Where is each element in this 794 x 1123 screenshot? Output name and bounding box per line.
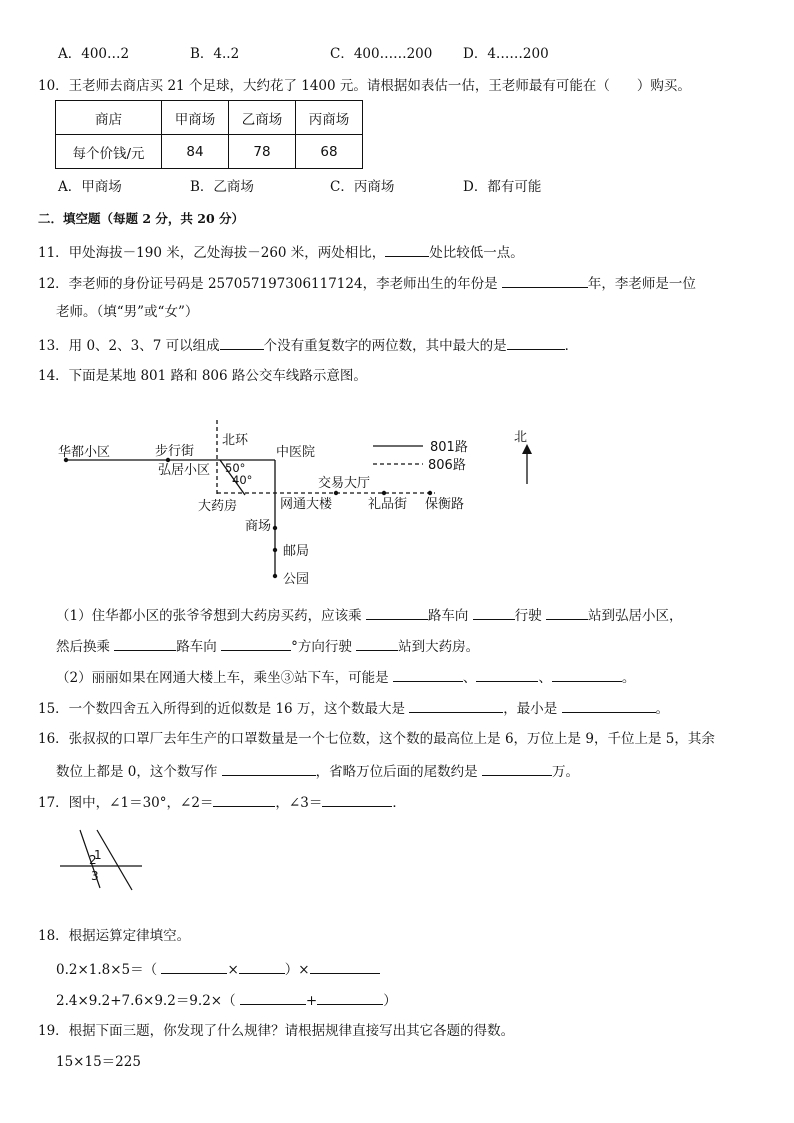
table-cell: 丙商场: [296, 101, 363, 135]
answer-blank: [239, 959, 285, 974]
question-15: [38, 698, 669, 718]
legend-label: 806路: [428, 458, 466, 473]
stop-label: 商场: [245, 519, 272, 534]
stop-label: 北环: [222, 433, 249, 448]
table-cell: 商店: [56, 101, 162, 135]
question-14-part2: [56, 667, 635, 687]
answer-blank: [317, 990, 383, 1005]
text: ，省略万位后面的尾数约是: [315, 764, 482, 780]
answer-blank: [222, 761, 316, 776]
question-12-cont: 老师。（填“男”或“女”）: [56, 304, 199, 320]
text: 站到弘居小区，: [587, 608, 683, 624]
stop-label: 网通大楼: [280, 497, 333, 512]
option-b: B．乙商场: [190, 179, 254, 195]
stop-label: 大药房: [198, 499, 238, 514]
text: 、: [538, 670, 552, 686]
stop-dot: [382, 491, 386, 495]
text: 数位上都是 0，这个数写作: [56, 764, 222, 780]
text: 路车向: [427, 608, 473, 624]
question-14: 14．下面是某地 801 路和 806 路公交车线路示意图。: [38, 368, 367, 384]
question-16-cont: [56, 761, 579, 781]
text: °方向行驶: [291, 639, 357, 655]
text: 然后换乘: [56, 639, 115, 655]
north-label: 北: [514, 430, 528, 445]
angle-label: 40°: [232, 473, 253, 487]
angle-label: 1: [94, 848, 102, 862]
text: 13．用 0、2、3、7 可以组成: [38, 338, 220, 354]
text: 17．图中，∠1＝30°，∠2＝: [38, 795, 214, 811]
option-c: C．400……200: [330, 46, 433, 62]
answer-blank: [322, 792, 392, 807]
text: 、: [462, 670, 477, 686]
question-16: 16．张叔叔的口罩厂去年生产的口罩数量是一个七位数，这个数的最高位上是 6，万位上是 9，千位上是 5，其余: [38, 731, 715, 747]
option-c: C．丙商场: [330, 179, 395, 195]
option-b: B．4..2: [190, 46, 240, 62]
stop-label: 公园: [283, 572, 310, 587]
text: 0.2×1.8×5＝（: [56, 962, 162, 978]
stop-dot: [273, 548, 277, 552]
text: +: [305, 993, 318, 1009]
option-d: D．都有可能: [463, 179, 542, 195]
question-19: 19．根据下面三题，你发现了什么规律？请根据规律直接写出其它各题的得数。: [38, 1023, 515, 1039]
table-cell: 甲商场: [162, 101, 229, 135]
stop-label: 礼品街: [368, 497, 408, 512]
text: ，∠3＝: [275, 795, 323, 811]
text: ．: [392, 795, 406, 811]
answer-blank: [240, 990, 306, 1005]
answer-blank: [409, 698, 503, 713]
answer-blank: [552, 667, 622, 682]
answer-blank: [221, 636, 291, 651]
table-cell: 68: [296, 135, 363, 169]
table-cell: 78: [229, 135, 296, 169]
text: ×: [227, 962, 239, 978]
text: 2.4×9.2+7.6×9.2＝9.2×（: [56, 993, 240, 1009]
text: 站到大药房。: [398, 639, 480, 655]
answer-blank: [310, 959, 380, 974]
stop-dot: [428, 491, 432, 495]
text: 12．李老师的身份证号码是 257057197306117124，李老师出生的年份是: [38, 276, 502, 292]
answer-blank: [476, 667, 538, 682]
text: 万。: [551, 764, 579, 780]
answer-blank: [546, 605, 588, 620]
stop-dot: [273, 526, 277, 530]
stop-label: 弘居小区: [158, 463, 211, 478]
text: 。: [655, 701, 670, 717]
text: 11．甲处海拔－190 米，乙处海拔－260 米，两处相比，: [38, 245, 386, 261]
answer-blank: [213, 792, 275, 807]
table-cell: 84: [162, 135, 229, 169]
text: 年，李老师是一位: [587, 276, 696, 292]
answer-blank: [393, 667, 463, 682]
option-a: A．甲商场: [58, 179, 122, 195]
stop-label: 邮局: [283, 544, 310, 559]
question-14-part1-cont: [56, 636, 479, 656]
angle-label: 2: [89, 853, 97, 867]
question-18: 18．根据运算定律填空。: [38, 928, 191, 944]
answer-blank: [356, 636, 398, 651]
text: 15．一个数四舍五入所得到的近似数是 16 万，这个数最大是: [38, 701, 410, 717]
stop-label: 华都小区: [58, 445, 111, 460]
line: [97, 830, 132, 890]
option-d: D．4……200: [463, 46, 549, 62]
table-cell: 乙商场: [229, 101, 296, 135]
angle-label: 50°: [225, 461, 246, 475]
text: ．: [564, 338, 579, 354]
text: 个没有重复数字的两位数，其中最大的是: [263, 338, 507, 354]
legend-label: 801路: [430, 440, 468, 455]
stop-dot: [334, 491, 338, 495]
north-arrowhead-icon: [522, 444, 532, 454]
text: ）×: [284, 962, 310, 978]
text: 路车向: [176, 639, 222, 655]
answer-blank: [562, 698, 656, 713]
angle-figure: [50, 818, 160, 898]
answer-blank: [482, 761, 552, 776]
option-a: A．400…2: [58, 46, 130, 62]
stop-label: 交易大厅: [318, 476, 371, 491]
equation-line: [56, 959, 380, 979]
answer-blank: [366, 605, 428, 620]
stop-dot: [273, 574, 277, 578]
text: ）: [383, 993, 397, 1009]
question-10: 10．王老师去商店买 21 个足球，大约花了 1400 元。请根据如表估一估，王老师最有可能在（ ）购买。: [38, 78, 691, 94]
text: （1）住华都小区的张爷爷想到大药房买药，应该乘: [56, 608, 366, 624]
section-title: 二．填空题（每题 2 分，共 20 分）: [38, 211, 245, 226]
question-17: [38, 792, 406, 812]
stop-label: 中医院: [276, 445, 316, 460]
equation-line: 15×15＝225: [56, 1054, 141, 1070]
text: 。: [621, 670, 636, 686]
text: 处比较低一点。: [429, 245, 524, 261]
question-14-part1: [56, 605, 682, 625]
stop-label: 保衡路: [425, 497, 465, 512]
equation-line: [56, 990, 397, 1010]
stop-label: 步行街: [155, 444, 195, 459]
text: ，最小是: [503, 701, 562, 717]
answer-blank: [473, 605, 515, 620]
table-cell: 每个价钱/元: [56, 135, 162, 169]
answer-blank: [161, 959, 227, 974]
text: 行驶: [514, 608, 546, 624]
angle-label: 3: [91, 869, 99, 883]
text: （2）丽丽如果在网通大楼上车，乘坐③站下车，可能是: [56, 670, 393, 686]
answer-blank: [114, 636, 176, 651]
